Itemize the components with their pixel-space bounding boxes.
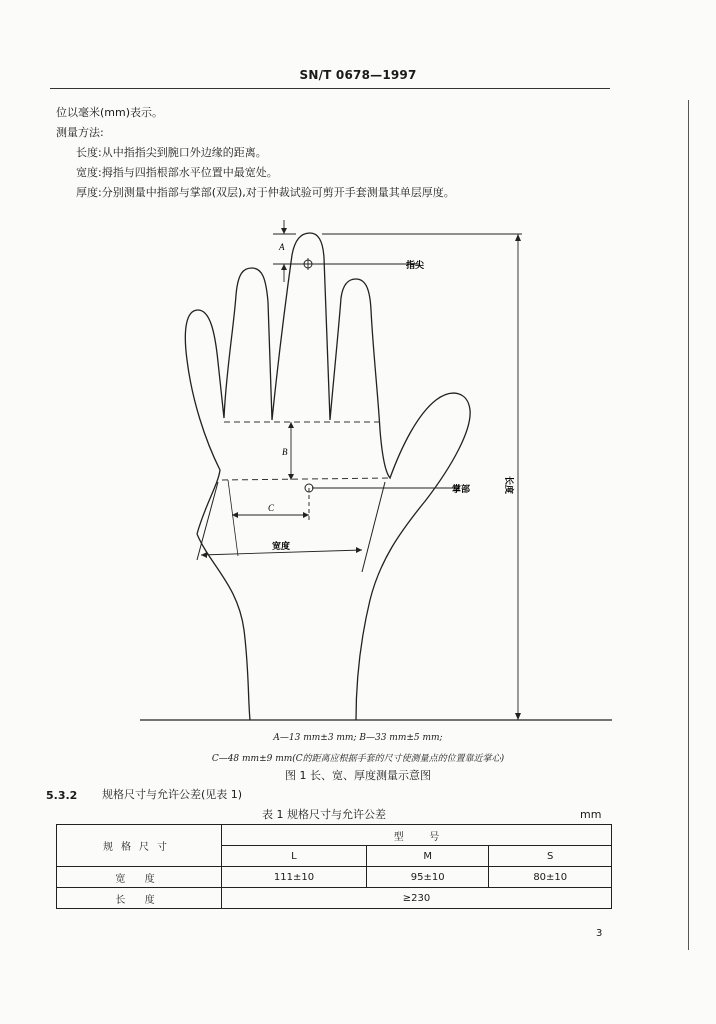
length-description: 长度:从中指指尖到腕口外边缘的距离。: [76, 146, 267, 159]
width-row-label: 宽 度: [57, 867, 222, 888]
left-slant-line: [197, 482, 218, 560]
glove-outline: [185, 233, 470, 720]
palm-dash: [222, 478, 390, 480]
thickness-description: 厚度:分别测量中指部与掌部(双层),对于仲裁试验可剪开手套测量其单层厚度。: [76, 186, 455, 199]
spec-table: [56, 824, 612, 909]
figure-caption-line2: C—48 mm±9 mm(C的距离应根据手套的尺寸使测量点的位置靠近掌心): [211, 754, 505, 764]
figure-caption-line1: A—13 mm±3 mm; B—33 mm±5 mm;: [273, 733, 443, 743]
unit-line: 位以毫米(mm)表示。: [56, 106, 164, 119]
method-heading: 测量方法:: [56, 126, 104, 139]
label-b: B: [282, 447, 288, 457]
table-row: [57, 888, 612, 909]
type-header-cell: 型 号: [222, 825, 612, 846]
length-value: ≥230: [222, 888, 612, 909]
table-row: [57, 867, 612, 888]
width-value-s: 80±10: [489, 867, 612, 888]
label-fingertip: 指尖: [406, 261, 425, 271]
size-header-m: M: [366, 846, 489, 867]
left-slant-line-2: [228, 480, 238, 556]
label-c: C: [268, 503, 275, 513]
label-width: 宽度: [272, 542, 291, 552]
table-title: 表 1 规格尺寸与允许公差: [262, 808, 386, 821]
size-header-l: L: [222, 846, 367, 867]
label-length: 长度: [503, 476, 513, 495]
width-value-m: 95±10: [366, 867, 489, 888]
right-slant-line: [362, 482, 385, 572]
length-row-label: 长 度: [57, 888, 222, 909]
document-header-id: SN/T 0678—1997: [299, 68, 417, 82]
label-a: A: [279, 242, 285, 252]
section-title: 规格尺寸与允许公差(见表 1): [102, 788, 243, 801]
size-header-s: S: [489, 846, 612, 867]
table-row: [57, 825, 612, 846]
section-number: 5.3.2: [46, 789, 78, 802]
page-number: 3: [596, 928, 603, 939]
label-palm: 掌部: [452, 485, 471, 495]
width-value-l: 111±10: [222, 867, 367, 888]
width-description: 宽度:拇指与四指根部水平位置中最宽处。: [76, 166, 278, 179]
table-unit: mm: [580, 808, 602, 821]
spec-header-cell: 规格尺寸: [57, 825, 222, 867]
figure-title: 图 1 长、宽、厚度测量示意图: [285, 769, 431, 782]
